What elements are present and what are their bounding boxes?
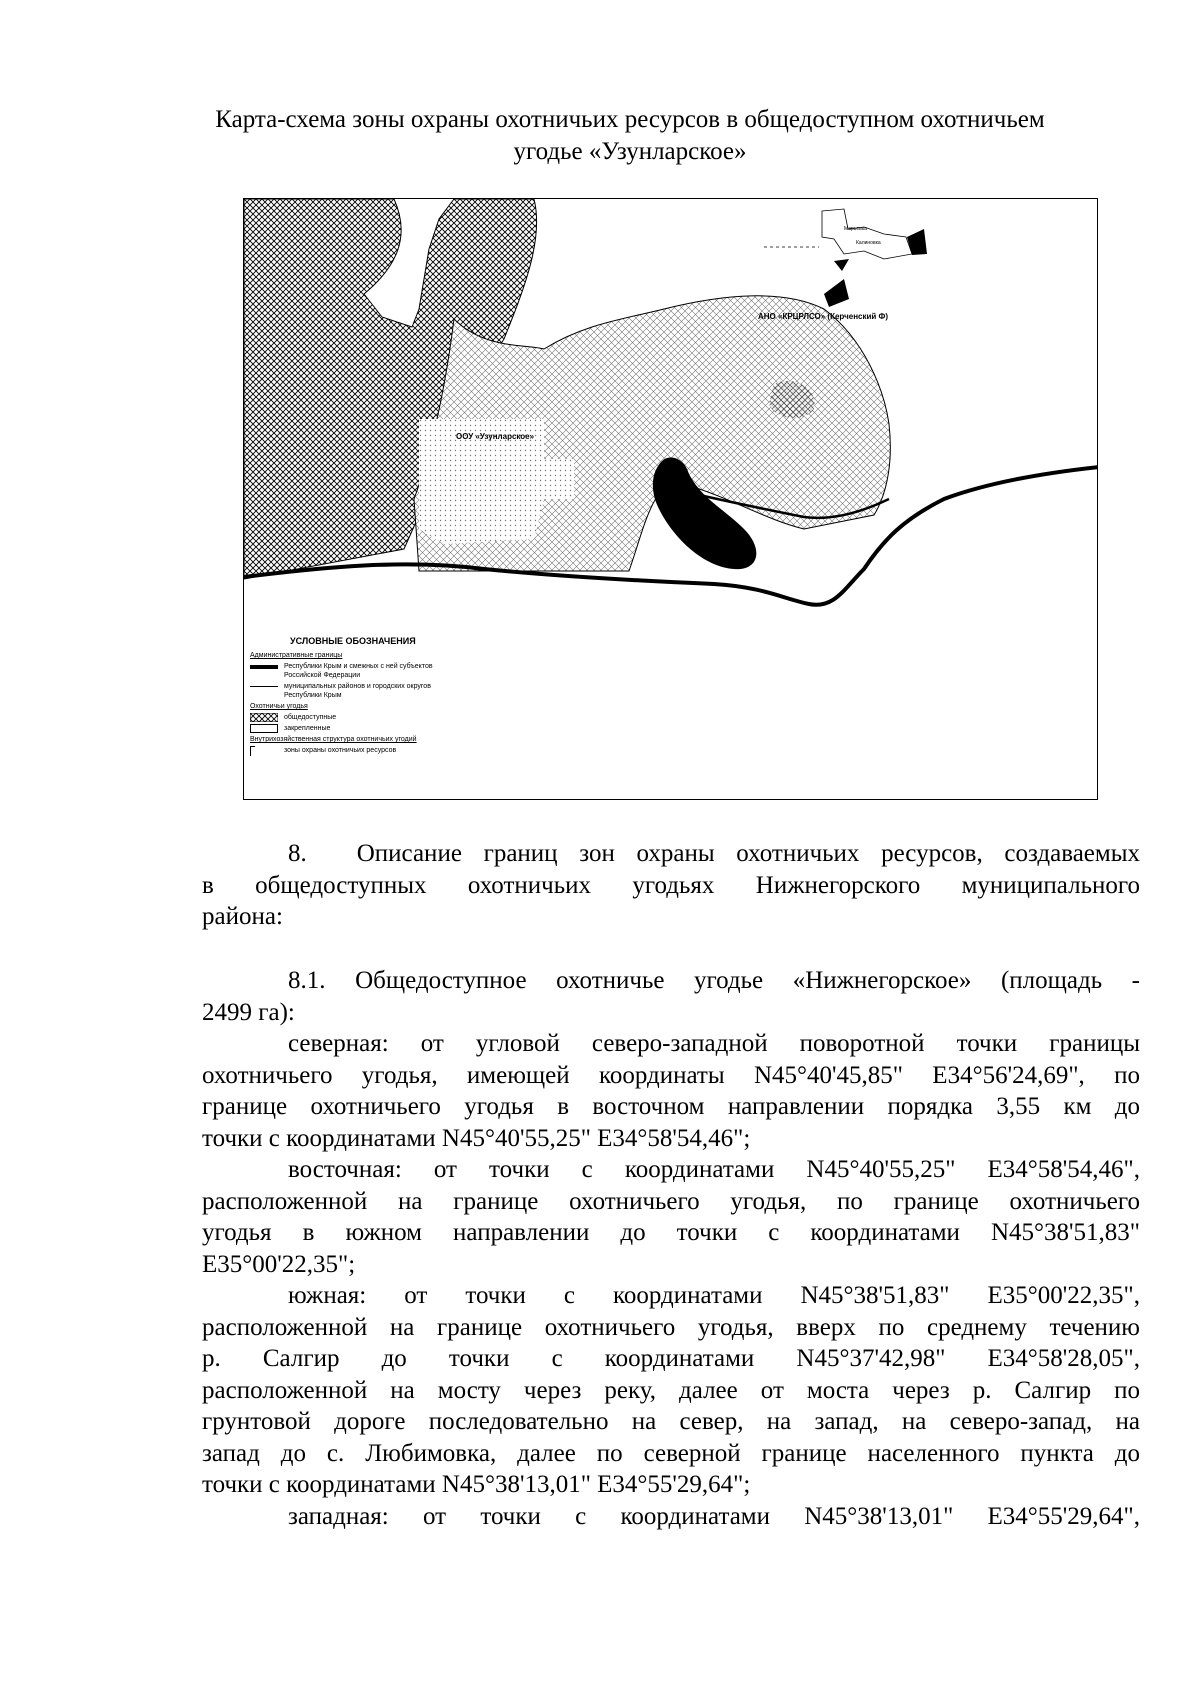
legend-section-grounds: Охотничьи угодья bbox=[250, 703, 308, 710]
east-line-2: расположенной на границе охотничьего угодья, по границе охотничьего bbox=[202, 1187, 1140, 1215]
map-label-ground: ООУ «Узунларское» bbox=[456, 432, 535, 441]
legend-item-region-border: Республики Крым и смежных с ней субъектов Российской Федерации bbox=[284, 663, 433, 679]
map-label-organization: АНО «КРЦРЛСО» (Керченский Ф) bbox=[758, 312, 889, 321]
west-line-1: западная: от точки с координатами N45°38'13,01" E34°55'29,64", bbox=[288, 1502, 1140, 1530]
section-8-1 bbox=[202, 965, 1140, 1532]
south-line-5: грунтовой дороге последовательно на север, на запад, на северо-запад, на bbox=[202, 1408, 1140, 1435]
south-line-6: запад до с. Любимовка, далее по северной границе населенного пункта до bbox=[202, 1439, 1140, 1467]
document-title-line-1: Карта-схема зоны охраны охотничьих ресурсов в общедоступном охотничьем bbox=[215, 106, 1045, 133]
south-line-1: южная: от точки с координатами N45°38'51,83" E35°00'22,35", bbox=[288, 1282, 1140, 1309]
south-line-4: расположенной на мосту через реку, далее от моста через р. Салгир по bbox=[202, 1376, 1140, 1404]
legend-item-protection-zone: зоны охраны охотничьих ресурсов bbox=[284, 747, 397, 754]
east-line-3: угодья в южном направлении до точки с координатами N45°38'51,83" bbox=[202, 1219, 1140, 1246]
document-title-line-2: угодье «Узунларское» bbox=[513, 138, 747, 165]
east-line-4: E35°00'22,35"; bbox=[202, 1250, 356, 1278]
north-line-1: северная: от угловой северо-западной поворотной точки границы bbox=[288, 1030, 1140, 1057]
section-8-line-1: 8. Описание границ зон охраны охотничьих ресурсов, создаваемых bbox=[288, 840, 1140, 867]
legend-item-municipal-border: муниципальных районов и городских округов Республики Крым bbox=[284, 683, 431, 699]
legend-item-public: общедоступные bbox=[284, 714, 337, 721]
south-line-2: расположенной на границе охотничьего угодья, вверх по среднему течению bbox=[202, 1313, 1140, 1341]
legend-item-assigned: закрепленные bbox=[284, 725, 331, 732]
legend-section-structure: Внутрихозяйственная структура охотничьих угодий bbox=[250, 736, 417, 743]
section-8-line-2: в общедоступных охотничьих угодьях Нижнегорского муниципального bbox=[202, 871, 1140, 899]
section-8-1-line-1: 8.1. Общедоступное охотничье угодье «Нижнегорское» (площадь - bbox=[288, 967, 1140, 994]
south-line-3: р. Салгир до точки с координатами N45°37'42,98" E34°58'28,05", bbox=[202, 1345, 1140, 1372]
legend-header: УСЛОВНЫЕ ОБОЗНАЧЕНИЯ bbox=[290, 636, 416, 646]
map-label-inset-1: Марьевка bbox=[844, 226, 867, 232]
map-label-inset-2: Калиновка bbox=[856, 240, 881, 246]
south-line-7: точки с координатами N45°38'13,01" E34°55'29,64"; bbox=[202, 1471, 751, 1498]
section-8-heading bbox=[202, 838, 1140, 933]
north-line-2: охотничьего угодья, имеющей координаты N45°40'45,85" E34°56'24,69", по bbox=[202, 1061, 1140, 1089]
hunting-ground-map bbox=[243, 198, 1098, 800]
section-8-line-3: района: bbox=[202, 903, 283, 930]
legend-section-admin: Административные границы bbox=[250, 652, 343, 659]
east-line-1: восточная: от точки с координатами N45°40'55,25" E34°58'54,46", bbox=[288, 1156, 1140, 1183]
section-8-1-line-2: 2499 га): bbox=[202, 998, 295, 1026]
north-line-4: точки с координатами N45°40'55,25" E34°58'54,46"; bbox=[202, 1124, 751, 1152]
north-line-3: границе охотничьего угодья в восточном направлении порядка 3,55 км до bbox=[202, 1093, 1140, 1120]
map-legend bbox=[250, 637, 470, 757]
